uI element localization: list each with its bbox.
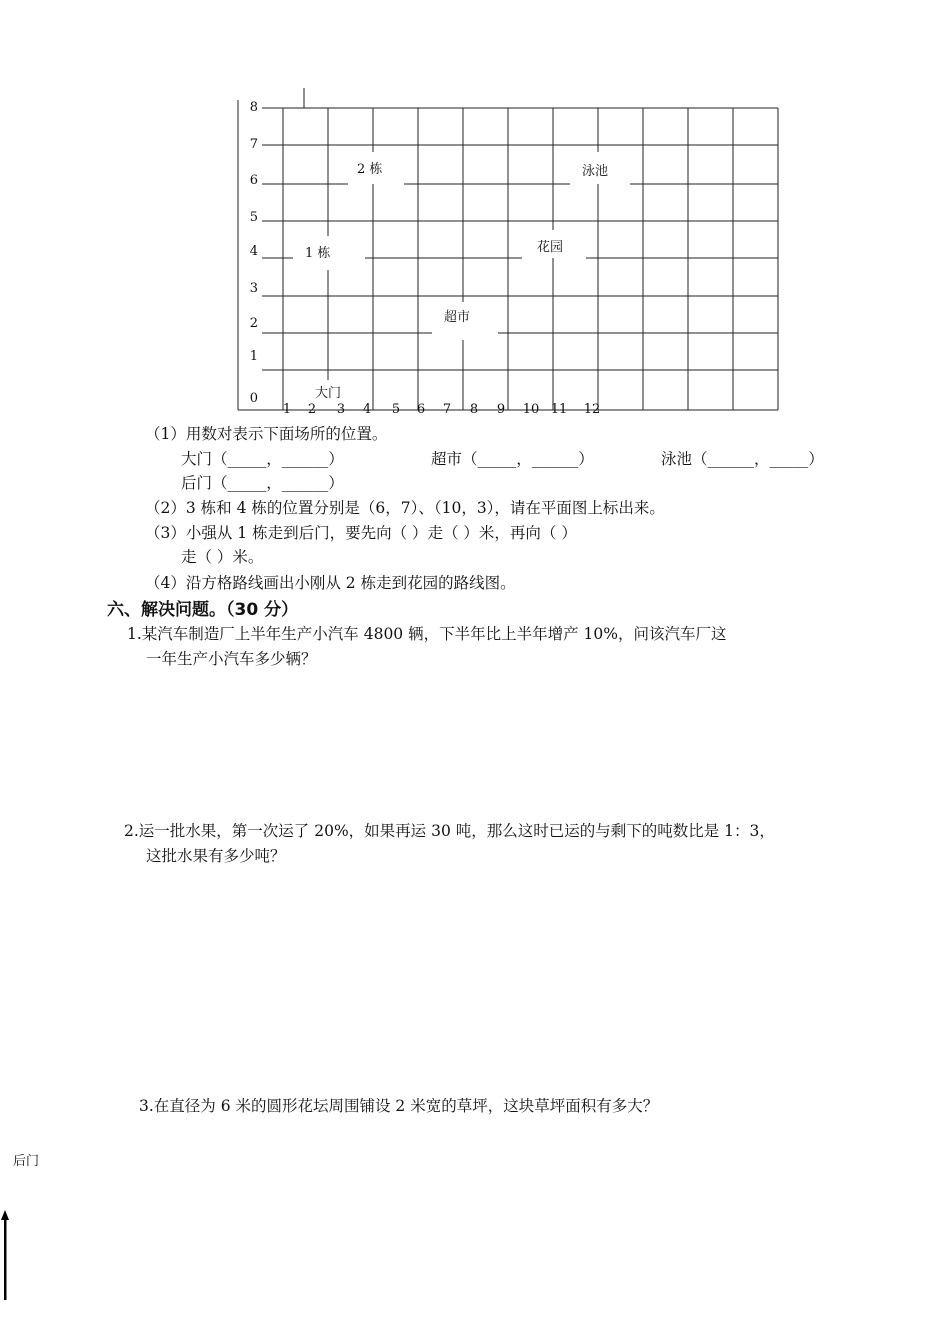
place-building-2: 2 栋: [357, 162, 383, 177]
problem-3: 3.在直径为 6 米的圆形花坛周围铺设 2 米宽的草坪，这块草坪面积有多大？: [139, 1097, 659, 1115]
problem-2-line1: 2.运一批水果，第一次运了 20%，如果再运 30 吨，那么这时已运的与剩下的吨数比是 1：3，: [124, 822, 775, 840]
north-arrow-icon: [0, 1210, 12, 1300]
y-label-6: 6: [249, 173, 258, 188]
question-1-prompt: （1）用数对表示下面场所的位置。: [145, 425, 388, 443]
problem-1-line2: 一年生产小汽车多少辆？: [146, 650, 317, 668]
x-label-11: 11: [550, 402, 568, 417]
grid-map: [0, 0, 950, 420]
x-label-9: 9: [496, 402, 506, 417]
x-label-7: 7: [442, 402, 452, 417]
x-label-3: 3: [336, 402, 346, 417]
x-label-10: 10: [522, 402, 540, 417]
question-3-line1: （3）小强从 1 栋走到后门，要先向（ ）走（ ）米，再向（ ）: [145, 524, 577, 542]
x-label-4: 4: [362, 402, 372, 417]
y-label-4: 4: [249, 244, 258, 259]
place-pool: 泳池: [582, 164, 609, 179]
x-label-2: 2: [307, 402, 317, 417]
question-1-pool: 泳池（______，_____）: [661, 450, 824, 468]
place-garden: 花园: [537, 240, 564, 255]
question-2: （2）3 栋和 4 栋的位置分别是（6，7）、（10，3），请在平面图上标出来。: [145, 499, 665, 517]
question-3-line2: 走（ ）米。: [181, 548, 264, 566]
x-label-6: 6: [416, 402, 426, 417]
y-label-8: 8: [249, 100, 258, 115]
place-building-1: 1 栋: [305, 246, 331, 261]
y-label-2: 2: [249, 316, 258, 331]
y-label-0: 0: [249, 391, 258, 406]
x-label-1: 1: [282, 402, 292, 417]
question-1-backdoor: 后门（_____，______）: [181, 474, 344, 492]
question-1-supermarket: 超市（_____，______）: [431, 450, 594, 468]
back-door-label: 后门: [13, 1154, 40, 1169]
x-label-12: 12: [583, 402, 601, 417]
question-4: （4）沿方格路线画出小刚从 2 栋走到花园的路线图。: [145, 574, 516, 592]
y-label-5: 5: [249, 210, 258, 225]
question-1-gate: 大门（_____，______）: [181, 450, 344, 468]
problem-1-line1: 1.某汽车制造厂上半年生产小汽车 4800 辆，下半年比上半年增产 10%，问该汽车厂这: [127, 625, 727, 643]
y-label-7: 7: [249, 137, 258, 152]
x-label-8: 8: [469, 402, 479, 417]
place-supermarket: 超市: [444, 310, 471, 325]
section-6-heading: 六、解决问题。（30 分）: [107, 600, 299, 620]
place-main-gate: 大门: [315, 386, 342, 401]
y-label-3: 3: [249, 281, 258, 296]
problem-2-line2: 这批水果有多少吨？: [146, 847, 286, 865]
y-label-1: 1: [249, 349, 258, 364]
x-label-5: 5: [391, 402, 401, 417]
